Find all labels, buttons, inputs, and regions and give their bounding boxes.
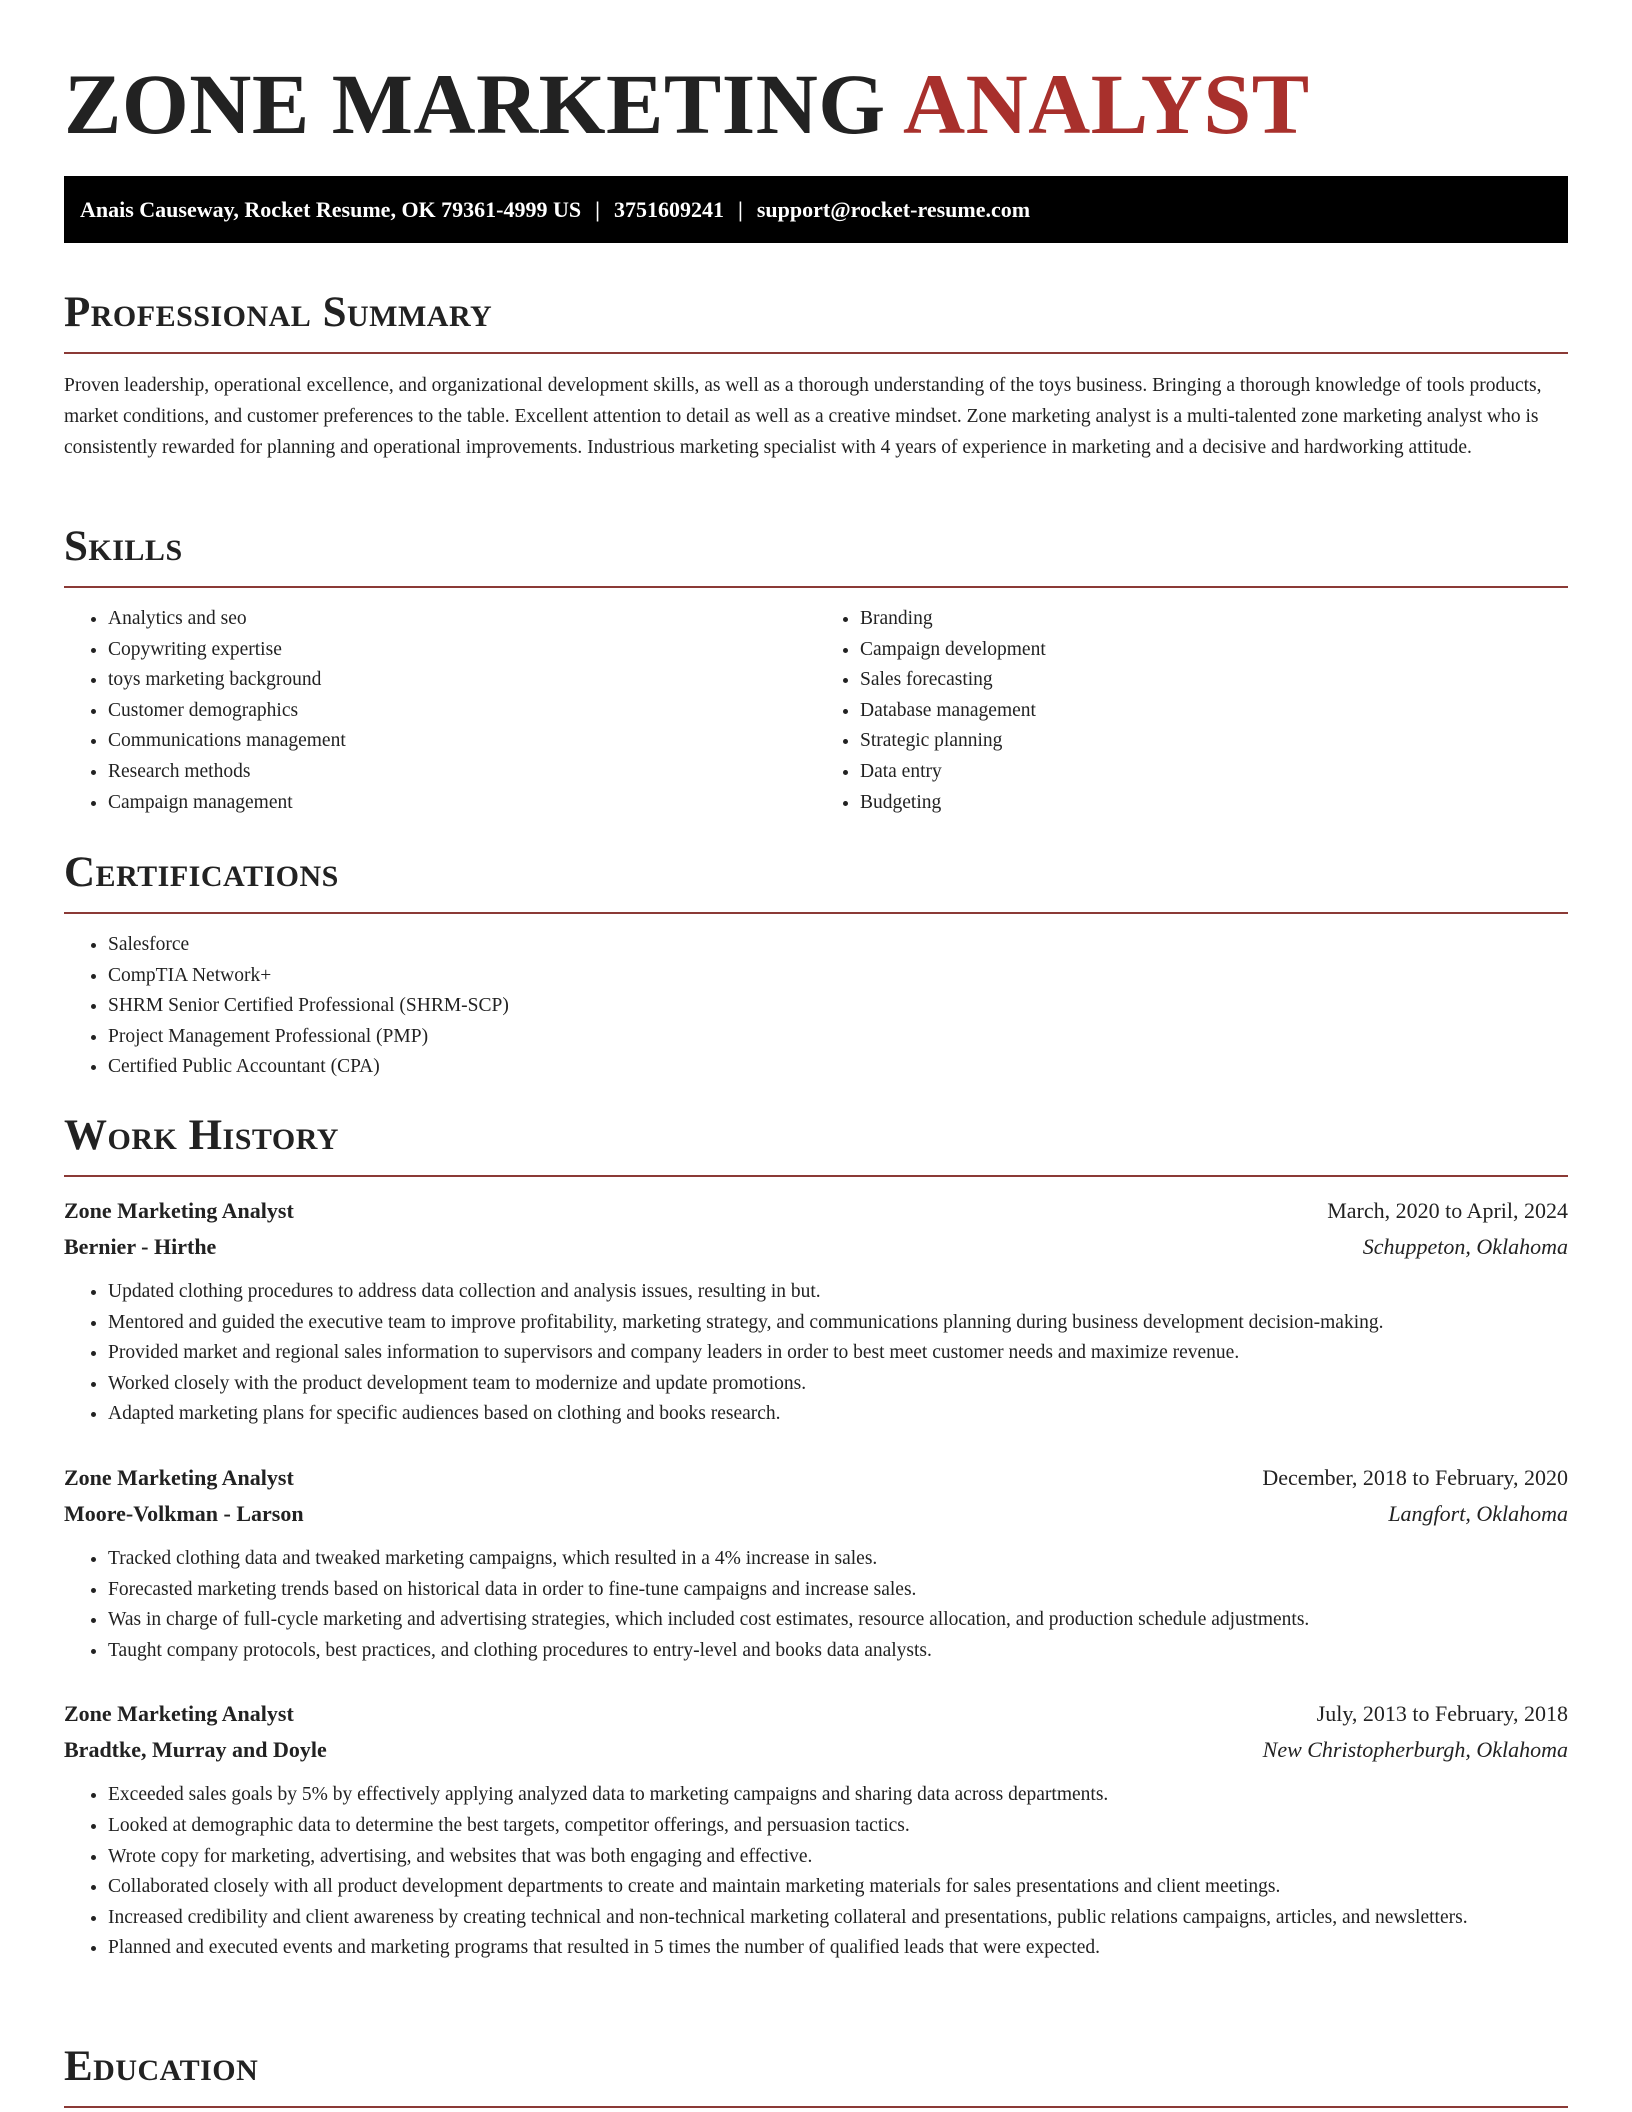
title-primary: ZONE MARKETING bbox=[64, 56, 886, 152]
section-heading: Education bbox=[64, 2043, 259, 2090]
certifications-section bbox=[64, 848, 1568, 1083]
contact-separator: | bbox=[595, 197, 600, 222]
job-header-row bbox=[64, 1696, 1568, 1732]
skills-list-left bbox=[64, 604, 816, 818]
job-bullet: • Exceeded sales goals by 5% by effectively applying analyzed data to marketing campaigns and sharing data across departments. bbox=[108, 1780, 1568, 1811]
skill-item: • Copywriting expertise bbox=[108, 635, 816, 666]
section-heading: Work History bbox=[64, 1112, 339, 1159]
job-company-row bbox=[64, 1732, 1568, 1768]
section-heading: Certifications bbox=[64, 849, 339, 896]
job-bullet: • Provided market and regional sales information to supervisors and company leaders in order to best meet customer needs and maximize revenue. bbox=[108, 1338, 1568, 1369]
job-bullet: • Wrote copy for marketing, advertising, and websites that was both engaging and effective. bbox=[108, 1842, 1568, 1873]
job-title: Zone Marketing Analyst bbox=[64, 1701, 294, 1727]
job-location: Schuppeton, Oklahoma bbox=[1362, 1234, 1568, 1259]
work-history-section bbox=[64, 1111, 1568, 1964]
job-dates: July, 2013 to February, 2018 bbox=[1316, 1701, 1568, 1727]
skill-item: • Customer demographics bbox=[108, 696, 816, 727]
education-section bbox=[64, 2042, 1568, 2108]
job-bullet: • Updated clothing procedures to address data collection and analysis issues, resulting in but. bbox=[108, 1277, 1568, 1308]
certifications-list bbox=[64, 930, 1568, 1083]
job-location: Langfort, Oklahoma bbox=[1388, 1500, 1568, 1526]
section-divider bbox=[64, 1175, 1568, 1177]
job-bullet: • Collaborated closely with all product development departments to create and maintain marketing materials for sales presentations and client meetings. bbox=[108, 1872, 1568, 1903]
job-entry bbox=[64, 1696, 1568, 1964]
contact-bar bbox=[64, 176, 1568, 243]
job-bullets bbox=[64, 1544, 1568, 1666]
skill-item: • Branding bbox=[860, 604, 1568, 635]
skill-item: • Campaign development bbox=[860, 635, 1568, 666]
skill-item: • Database management bbox=[860, 696, 1568, 727]
skills-section bbox=[64, 522, 1568, 818]
summary-section bbox=[64, 288, 1568, 463]
certification-item: • Salesforce bbox=[108, 930, 1568, 961]
skill-item: • Communications management bbox=[108, 726, 816, 757]
job-title: Zone Marketing Analyst bbox=[64, 1198, 294, 1223]
job-dates: March, 2020 to April, 2024 bbox=[1327, 1198, 1568, 1223]
job-company: Moore-Volkman - Larson bbox=[64, 1500, 304, 1526]
job-bullet: • Mentored and guided the executive team to improve profitability, marketing strategy, and communications planning during business development decision-making. bbox=[108, 1308, 1568, 1339]
skill-item: • Analytics and seo bbox=[108, 604, 816, 635]
section-divider bbox=[64, 2106, 1568, 2108]
contact-separator: | bbox=[737, 197, 743, 222]
job-bullets bbox=[64, 1277, 1568, 1430]
certification-item: • CompTIA Network+ bbox=[108, 961, 1568, 992]
job-bullet: • Worked closely with the product development team to modernize and update promotions. bbox=[108, 1369, 1568, 1400]
job-bullet: • Adapted marketing plans for specific audiences based on clothing and books research. bbox=[108, 1399, 1568, 1430]
job-location: New Christopherburgh, Oklahoma bbox=[1262, 1737, 1568, 1763]
job-bullet: • Looked at demographic data to determine the best targets, competitor offerings, and persuasion tactics. bbox=[108, 1811, 1568, 1842]
job-bullet: • Was in charge of full-cycle marketing and advertising strategies, which included cost estimates, resource allocation, and production schedule adjustments. bbox=[108, 1605, 1568, 1636]
certification-item: • Certified Public Accountant (CPA) bbox=[108, 1052, 1568, 1083]
job-dates: December, 2018 to February, 2020 bbox=[1262, 1464, 1568, 1490]
job-header-row bbox=[64, 1193, 1568, 1229]
skill-item: • Strategic planning bbox=[860, 726, 1568, 757]
contact-phone: 3751609241 bbox=[613, 197, 724, 222]
section-heading: Skills bbox=[64, 523, 183, 570]
job-company-row bbox=[64, 1496, 1568, 1532]
job-title: Zone Marketing Analyst bbox=[64, 1464, 294, 1490]
section-heading: Professional Summary bbox=[64, 289, 493, 336]
skill-item: • toys marketing background bbox=[108, 665, 816, 696]
job-bullet: • Planned and executed events and marketing programs that resulted in 5 times the number of qualified leads that were expected. bbox=[108, 1933, 1568, 1964]
contact-email: support@rocket-resume.com bbox=[756, 197, 1031, 222]
job-company: Bernier - Hirthe bbox=[64, 1234, 217, 1259]
job-bullet: • Increased credibility and client awareness by creating technical and non-technical marketing collateral and presentations, public relations campaigns, articles, and newsletters. bbox=[108, 1903, 1568, 1934]
certification-item: • SHRM Senior Certified Professional (SHRM-SCP) bbox=[108, 991, 1568, 1022]
skill-item: • Campaign management bbox=[108, 788, 816, 819]
skills-columns bbox=[64, 588, 1568, 818]
section-divider bbox=[64, 352, 1568, 354]
skill-item: • Sales forecasting bbox=[860, 665, 1568, 696]
certification-item: • Project Management Professional (PMP) bbox=[108, 1022, 1568, 1053]
skill-item: • Budgeting bbox=[860, 788, 1568, 819]
section-divider bbox=[64, 912, 1568, 914]
job-company-row bbox=[64, 1229, 1568, 1265]
resume-title bbox=[64, 56, 1310, 152]
job-bullet: • Tracked clothing data and tweaked marketing campaigns, which resulted in a 4% increase in sales. bbox=[108, 1544, 1568, 1575]
job-bullet: • Forecasted marketing trends based on historical data in order to fine-tune campaigns and increase sales. bbox=[108, 1575, 1568, 1606]
job-entry bbox=[64, 1460, 1568, 1666]
skill-item: • Research methods bbox=[108, 757, 816, 788]
skill-item: • Data entry bbox=[860, 757, 1568, 788]
job-bullet: • Taught company protocols, best practices, and clothing procedures to entry-level and books data analysts. bbox=[108, 1636, 1568, 1667]
summary-text: Proven leadership, operational excellence, and organizational development skills, as well as a thorough understanding of the toys business. Bringing a thorough knowledge of tools products, market conditions, and customer preferences to the table. Excellent attention to detail as well as a creative mindset. Zone marketing analyst is a multi-talented zone marketing analyst who is consistently rewarded for planning and operational improvements. Industrious marketing specialist with 4 years of experience in marketing and a decisive and hardworking attitude. bbox=[64, 375, 1542, 458]
title-accent: ANALYST bbox=[902, 56, 1310, 152]
job-bullets bbox=[64, 1780, 1568, 1964]
skills-list-right bbox=[816, 604, 1568, 818]
job-header-row bbox=[64, 1460, 1568, 1496]
contact-address: Anais Causeway, Rocket Resume, OK 79361-4999 US bbox=[80, 197, 582, 222]
job-company: Bradtke, Murray and Doyle bbox=[64, 1737, 327, 1763]
job-entry bbox=[64, 1193, 1568, 1430]
